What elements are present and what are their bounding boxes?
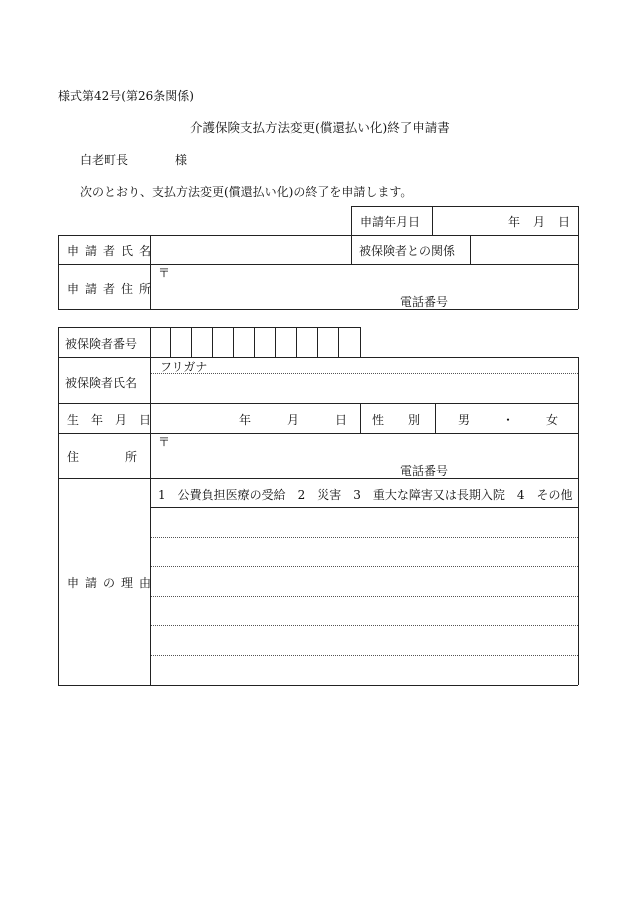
applicant-name-field[interactable] xyxy=(151,236,350,263)
birth-day: 日 xyxy=(335,413,348,427)
addressee-name: 白老町長 xyxy=(80,153,129,167)
sex-label-text: 性別 xyxy=(372,413,445,427)
application-date-field[interactable] xyxy=(433,207,505,234)
reason-field[interactable] xyxy=(151,508,577,684)
application-date-year: 年 xyxy=(508,215,521,229)
sex-female-option[interactable]: 女 xyxy=(546,413,559,427)
applicant-phone-label: 電話番号 xyxy=(400,295,449,309)
sex-separator: ・ xyxy=(502,413,515,427)
insured-address-field[interactable] xyxy=(151,434,577,477)
furigana-label: フリガナ xyxy=(160,360,208,374)
reason-label: 申請の理由 xyxy=(67,576,158,590)
insured-postal-mark: 〒 xyxy=(158,435,171,449)
application-date-day: 日 xyxy=(558,215,571,229)
insured-address-label-text: 住所 xyxy=(67,450,184,464)
insured-phone-label: 電話番号 xyxy=(400,464,449,478)
applicant-address-label: 申請者住所 xyxy=(67,282,158,296)
application-date-label: 申請年月日 xyxy=(360,215,421,229)
page-title: 介護保険支払方法変更(償還払い化)終了申請書 xyxy=(190,120,450,135)
applicant-postal-mark: 〒 xyxy=(158,266,171,280)
birth-date-field[interactable] xyxy=(151,404,235,432)
intro-text: 次のとおり、支払方法変更(償還払い化)の終了を申請します。 xyxy=(80,185,413,199)
birth-date-label: 生年月日 xyxy=(67,413,164,427)
birth-year: 年 xyxy=(239,413,252,427)
insured-name-label: 被保険者氏名 xyxy=(65,376,138,390)
applicant-address-field[interactable] xyxy=(151,265,577,308)
relation-label: 被保険者との関係 xyxy=(359,244,456,258)
insured-name-field[interactable] xyxy=(151,374,577,402)
relation-field[interactable] xyxy=(471,236,577,263)
insured-number-label: 被保険者番号 xyxy=(65,337,138,351)
sex-male-option[interactable]: 男 xyxy=(458,413,471,427)
sex-label xyxy=(372,411,445,428)
applicant-name-label: 申請者氏名 xyxy=(67,244,158,258)
insured-address-label xyxy=(67,448,184,465)
birth-month: 月 xyxy=(287,413,300,427)
reason-options: 1 公費負担医療の受給 2 災害 3 重大な障害又は長期入院 4 その他 xyxy=(158,488,573,502)
insured-number-field[interactable] xyxy=(151,328,359,356)
addressee-honorific: 様 xyxy=(175,153,188,167)
form-number: 様式第42号(第26条関係) xyxy=(58,89,194,103)
application-date-month: 月 xyxy=(533,215,546,229)
